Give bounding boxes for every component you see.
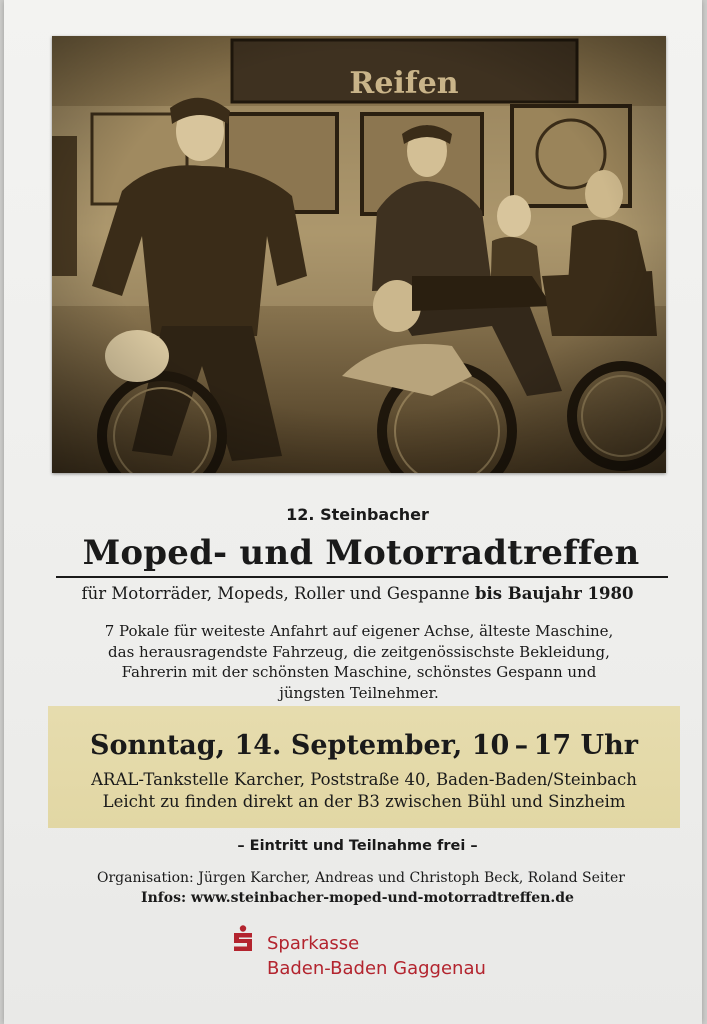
prizes-line: Fahrerin mit der schönsten Maschine, schönstes Gespann und — [121, 663, 597, 681]
vehicle-types: für Motorräder, Mopeds, Roller und Gespanne — [81, 584, 470, 603]
flyer-card — [4, 0, 702, 1024]
date-location-box — [48, 706, 680, 828]
sparkasse-logo-icon — [231, 925, 255, 951]
event-title: Moped- und Motorradtreffen — [82, 533, 640, 573]
title-underline — [56, 576, 668, 578]
prizes-line: jüngsten Teilnehmer. — [279, 683, 439, 702]
event-date: Sonntag, 14. September, 10 – 17 Uhr — [90, 730, 638, 761]
sepia-motorcycle-photo-icon — [52, 36, 666, 473]
event-subtitle: 12. Steinbacher — [286, 505, 429, 524]
historic-photo — [52, 36, 666, 473]
sponsor-region: Baden-Baden Gaggenau — [267, 958, 486, 979]
prizes-line: 7 Pokale für weiteste Anfahrt auf eigener Achse, älteste Maschine, — [104, 622, 614, 640]
prizes-text — [64, 621, 654, 703]
organisation-line: Organisation: Jürgen Karcher, Andreas und Christoph Beck, Roland Seiter — [97, 870, 625, 886]
event-location: ARAL-Tankstelle Karcher, Poststraße 40, Baden-Baden/Steinbach — [91, 770, 637, 789]
sponsor-name: Sparkasse — [267, 933, 360, 954]
vehicle-eligibility — [4, 584, 707, 603]
vehicle-year-limit: bis Baujahr 1980 — [474, 584, 634, 603]
free-entry-note: – Eintritt und Teilnahme frei – — [237, 838, 478, 854]
prizes-line: das herausragendste Fahrzeug, die zeitgenössischste Bekleidung, — [108, 642, 610, 661]
event-directions: Leicht zu finden direkt an der B3 zwischen Bühl und Sinzheim — [102, 792, 626, 811]
info-website: Infos: www.steinbacher-moped-und-motorradtreffen.de — [141, 890, 574, 906]
